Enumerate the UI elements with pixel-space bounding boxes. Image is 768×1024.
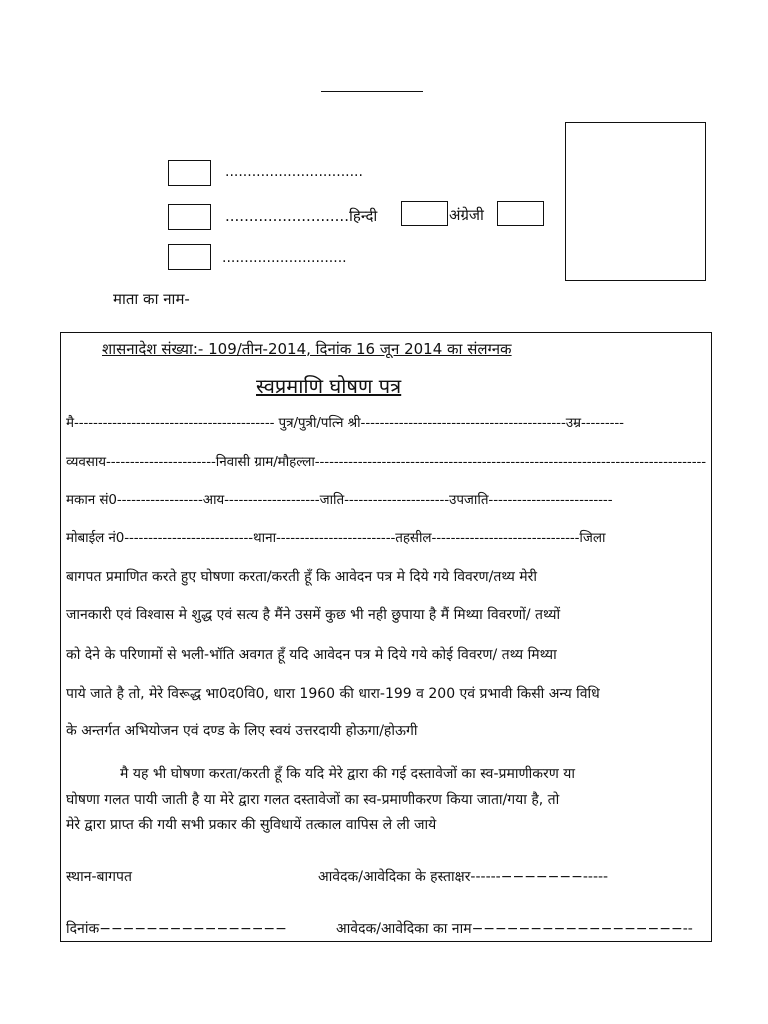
declaration-title: स्वप्रमाणि घोषण पत्र	[256, 374, 402, 398]
dotted-field-1: ...............................	[225, 164, 363, 180]
dotted-field-3: ............................	[222, 250, 347, 266]
form-line-house: मकान सं0------------------आय--------------------जाति----------------------उपजाति--------------------------	[66, 492, 613, 508]
form-line-occupation: व्यवसाय-----------------------निवासी ग्राम/मौहल्ला----------------------------------------------------------------------------------	[66, 454, 707, 470]
declaration-text-line: के अन्तर्गत अभियोजन एवं दण्ड के लिए स्वयं उत्तरदायी होऊगा/होऊगी	[66, 723, 418, 739]
form-line-name: मै------------------------------------------ पुत्र/पुत्री/पत्नि श्री-------------------------------------------उम्र---------	[66, 415, 624, 431]
second-paragraph-line: मेरे द्वारा प्राप्त की गयी सभी प्रकार की सुविधायें तत्काल वापिस ले ली जाये	[66, 817, 437, 833]
declaration-text-line: को देने के परिणामों से भली-भॉति अवगत हूँ यदि आवेदन पत्र मे दिये गये कोई विवरण/ तथ्य मिथ्या	[66, 647, 557, 663]
date-label: दिनांक−−−−−−−−−−−−−−−−	[66, 921, 287, 937]
checkbox-2[interactable]	[168, 204, 211, 230]
form-line-mobile: मोबाईल नं0---------------------------थाना-------------------------तहसील-------------------------------जिला	[66, 530, 606, 546]
place-label: स्थान-बागपत	[66, 869, 132, 885]
top-underline-blank	[321, 91, 423, 92]
applicant-name-label: आवेदक/आवेदिका का नाम−−−−−−−−−−−−−−−−−−--	[336, 921, 693, 937]
mother-name-label: माता का नाम-	[113, 290, 190, 308]
second-paragraph-line: मै यह भी घोषणा करता/करती हूँ कि यदि मेरे द्वारा की गई दस्तावेजों का स्व-प्रमाणीकरण या	[120, 766, 576, 782]
declaration-text-line: पाये जाते है तो, मेरे विरूद्ध भा0द0वि0, धारा 1960 की धारा-199 व 200 एवं प्रभावी किसी अन्य विधि	[66, 686, 600, 702]
declaration-text-line: जानकारी एवं विश्वास मे शुद्ध एवं सत्य है मैंने उसमें कुछ भी नही छुपाया है मैं मिथ्या विवरणों/ तथ्यों	[66, 607, 561, 623]
dotted-field-2-hindi: ..........................हिन्दी	[225, 207, 378, 225]
checkbox-1[interactable]	[168, 160, 211, 186]
checkbox-hindi[interactable]	[401, 201, 448, 226]
declaration-text-line: बागपत प्रमाणित करते हुए घोषणा करता/करती हूँ कि आवेदन पत्र मे दिये गये विवरण/तथ्य मेरी	[66, 569, 538, 585]
signature-label: आवेदक/आवेदिका के हस्ताक्षर------−−−−−−−-----	[318, 869, 609, 885]
checkbox-3[interactable]	[168, 244, 211, 270]
second-paragraph-line: घोषणा गलत पायी जाती है या मेरे द्वारा गलत दस्तावेजों का स्व-प्रमाणीकरण किया जाता/गया है, तो	[66, 792, 560, 808]
gov-order-reference: शासनादेश संख्या:- 109/तीन-2014, दिनांक 16 जून 2014 का संलग्नक	[102, 340, 512, 358]
photo-box[interactable]	[565, 122, 706, 281]
checkbox-english[interactable]	[497, 201, 544, 226]
english-label: अंग्रेजी	[449, 206, 484, 224]
